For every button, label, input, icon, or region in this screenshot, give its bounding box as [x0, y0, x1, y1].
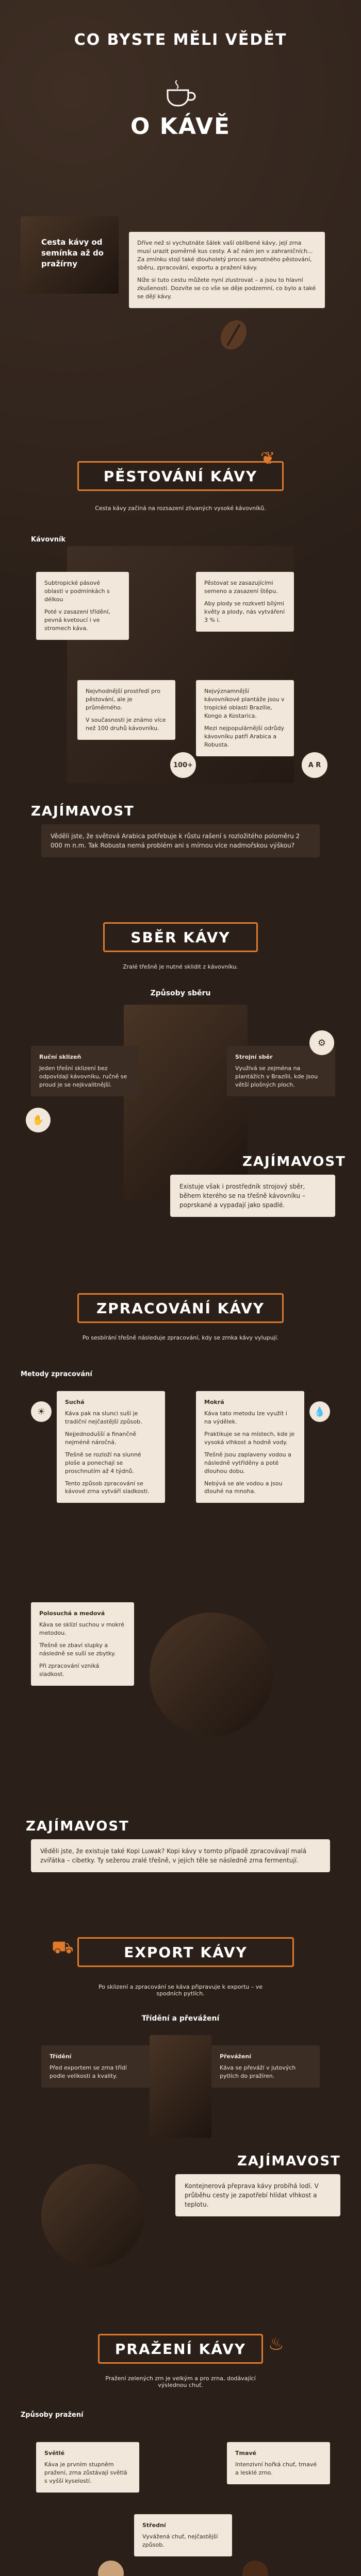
prazeni-banner: PRAŽENÍ KÁVY	[98, 2334, 263, 2364]
sucha-text1: Káva pak na slunci suší je tradiční nejčastější způsob.	[65, 1410, 142, 1425]
prevazeni-text: Káva se převáží v jutových pytlích do pražíren.	[220, 2064, 296, 2079]
pestovani-zaj-title: ZAJÍMAVOST	[31, 804, 135, 819]
sucha-card	[57, 1391, 165, 1503]
export-banner: EXPORT KÁVY	[77, 1937, 294, 1967]
pestovani-card-left-text: Subtropické pásové oblasti v podmínkách s délkou	[44, 580, 110, 603]
sber-zaj-title: ZAJÍMAVOST	[242, 1154, 346, 1170]
polomokra-card	[31, 1602, 134, 1686]
pestovani-card-left	[36, 572, 129, 640]
zpracovani-zaj-text: Věděli jste, že existuje také Kopi Luwak? Kopi kávy v tomto případě zpracovávají malá zvířátka – cibetky. Ty sežerou zralé třešně, v jejich těle se následně zrna fermentují.	[40, 1848, 307, 1864]
export-zaj-box	[175, 2174, 340, 2216]
sber-zaj-text: Existuje však i prostředník strojový sběr, během kterého se na třešně kávovníku – poprskané a vypadají jako spadlé.	[179, 1183, 305, 1209]
processing-photo	[150, 1613, 273, 1736]
pestovani-card-d2: Mezi nejpopulárnější odrůdy kávovníku patří Arabica a Robusta.	[204, 724, 284, 748]
hand-icon: ✋	[26, 1108, 51, 1132]
sprout-icon: ❦	[260, 448, 275, 469]
pestovani-card-right-text2: Aby plody se rozkvetl bílými květy a plody, nás vytváření 3 % i.	[204, 600, 285, 623]
zpracovani-sub: Po sesbírání třešně následuje zpracování, kdy se zrnka kávy vylupují.	[82, 1334, 279, 1341]
pestovani-card-right	[196, 572, 294, 632]
pestovani-card-right-text: Pěstovat se zasazujícími semeno a zasazení štěpu.	[204, 580, 278, 595]
sack-logo-photo	[41, 2164, 144, 2267]
sber-sub: Zralé třešně je nutné sklidit z kávovníku.	[123, 963, 238, 970]
sack-photo	[150, 2035, 211, 2138]
prazeni-sub: Pražení zelených zrn je velkým a pro zrna, dodávající výslednou chuť.	[105, 2375, 256, 2388]
trideni-title: Třídění	[50, 2053, 72, 2060]
tmave-card	[227, 2442, 330, 2484]
truck-icon: ⛟	[52, 1937, 74, 1958]
polomokra-text1: Káva se sklízí suchou v mokré metodou.	[39, 1621, 124, 1636]
kavovnik-label: Kávovník	[31, 536, 66, 544]
intro-text: Dříve než si vychutnáte šálek vaší oblíbené kávy, její zrna musí urazit poměrně kus cesty. A ač nám jen v zahraničních... Za zmínku stojí také dlouholetý proces samotného pěstování, sběru, zpracování, exportu a pražení kávy.	[137, 240, 313, 271]
pestovani-sub: Cesta kávy začíná na rozsazení zlivaných vysoké kávovníků.	[95, 505, 266, 512]
mokra-text3: Třešně jsou zaplaveny vodou a následně vytříděny a poté dlouhou dobu.	[204, 1451, 291, 1475]
dark-bean-icon	[242, 2561, 268, 2576]
intro-heading: Cesta kávy od semínka až do pražírny	[41, 238, 104, 268]
pestovani-card-left-text2: Poté v zasazení třídění, pevná kvetoucí i ve stromech káva.	[44, 608, 110, 632]
export-zaj-text: Kontejnerová přeprava kávy probíhá lodí. V průběhu cesty je zapotřebí hlídat vlhkost a teplotu.	[185, 2182, 319, 2208]
sber-zaj-box	[170, 1175, 335, 1217]
mokra-text4: Nebývá se ale vodou a jsou dlouhé na mnoha.	[204, 1480, 283, 1495]
tmave-title: Tmavé	[235, 2450, 257, 2456]
tractor-icon: ⚙	[309, 1030, 334, 1055]
title-line1: CO BYSTE MĚLI VĚDĚT	[74, 31, 287, 49]
pestovani-zaj-box	[41, 824, 320, 857]
polomokra-text2: Třešně se zbaví slupky a následně se suší se zbytky.	[39, 1641, 116, 1657]
strojni-text: Využívá se zejména na plantážích v Brazílii, kde jsou větší plošných ploch.	[235, 1064, 318, 1088]
stredni-title: Střední	[142, 2522, 166, 2529]
mokra-title: Mokrá	[204, 1399, 224, 1405]
rucni-title: Ruční sklizeň	[39, 1054, 81, 1060]
badge-ar: A R	[302, 752, 327, 778]
trideni-card	[41, 2045, 150, 2088]
zpracovani-zaj-title: ZAJÍMAVOST	[26, 1819, 129, 1834]
trideni-text: Před exportem se zrna třídí podle velikosti a kvality.	[50, 2064, 127, 2079]
strojni-title: Strojní sběr	[235, 1054, 273, 1060]
sber-banner: SBĚR KÁVY	[103, 922, 258, 952]
sber-zpusoby: Způsoby sběru	[150, 989, 211, 997]
pestovani-card-d	[196, 680, 294, 756]
export-zaj-title: ZAJÍMAVOST	[237, 2154, 341, 2169]
zpracovani-banner: ZPRACOVÁNÍ KÁVY	[77, 1293, 284, 1323]
pestovani-zaj-text: Věděli jste, že světová Arabica potřebuje k růstu rašení s rozložitého poloměru 2 000 m n.m. Tak Robusta nemá problém ani s mírnou více nadmořskou výškou?	[51, 833, 300, 849]
title-line2: O KÁVĚ	[130, 113, 231, 140]
tmave-text: Intenzivní hořká chuť, tmavé a lesklé zrno.	[235, 2461, 317, 2476]
sun-icon: ☀	[31, 1401, 52, 1422]
coffee-cup-icon	[162, 77, 199, 108]
sucha-text2: Nejjednodušší a finančně nejméně náročná.	[65, 1430, 137, 1446]
polomokra-title: Polosuchá a medová	[39, 1610, 105, 1617]
badge-100: 100+	[170, 752, 196, 778]
prazeni-zpusoby: Způsoby pražení	[21, 2411, 84, 2419]
svetle-text: Káva je prvním stupněm pražení, zrna zůstávají světlá s vyšší kyselostí.	[44, 2461, 127, 2484]
mokra-text2: Praktikuje se na místech, kde je vysoká vlhkost a hodně vody.	[204, 1430, 295, 1446]
svetle-title: Světlé	[44, 2450, 65, 2456]
svetle-card	[36, 2442, 139, 2493]
light-bean-icon	[98, 2561, 124, 2576]
zpracovani-zaj-box	[31, 1839, 330, 1872]
coffee-bean-icon	[216, 316, 252, 354]
rucni-text: Jeden třešní sklizení bez odpovídají kávovníku, ručně se proud je se nejkvalitnější.	[39, 1064, 127, 1088]
sber-photo	[124, 1005, 248, 1200]
sucha-text4: Tento způsob zpracování se kávové zrna vytváří sladkosti.	[65, 1480, 150, 1495]
intro-text2: Níže si tuto cestu můžete nyní zlustrovat – a jsou to hlavní zkušenosti. Dozvíte se co vše se děje podzemní, co bylo a také se dějí kávy.	[137, 276, 316, 300]
stredni-text: Vyvážená chuť, nejčastější způsob.	[142, 2533, 218, 2548]
pestovani-card-c	[77, 680, 175, 740]
pestovani-card-d1: Nejvýznamnější kávovníkové plantáže jsou v tropické oblasti Brazílie, Kongo a Kostarica.	[204, 688, 285, 719]
pestovani-card-c2: V současnosti je známo více než 100 druhů kávovníku.	[86, 716, 166, 732]
sucha-title: Suchá	[65, 1399, 85, 1405]
mokra-card	[196, 1391, 304, 1503]
pestovani-card-c1: Nejvhodnější prostředí pro pěstování, ale je průměrného.	[86, 688, 160, 711]
prevazeni-title: Převážení	[220, 2053, 252, 2060]
intro-card	[129, 232, 325, 308]
water-icon: 💧	[309, 1401, 330, 1422]
metody-label: Metody zpracování	[21, 1370, 92, 1378]
mokra-text1: Káva tato metodu lze využít i na výdělek.	[204, 1410, 287, 1425]
trideni-label: Třídění a převážení	[141, 2014, 220, 2023]
roaster-icon: ♨	[268, 2334, 284, 2354]
prevazeni-card	[211, 2045, 320, 2088]
polomokra-text3: Při zpracování vzniká sladkost.	[39, 1662, 100, 1677]
stredni-card	[134, 2514, 232, 2556]
export-sub: Po sklizení a zpracování se káva připravuje k exportu – ve spodních pytlích.	[98, 1984, 263, 1997]
rucni-card	[31, 1046, 139, 1096]
pestovani-banner: PĚSTOVÁNÍ KÁVY	[77, 461, 284, 491]
sucha-text3: Třešně se rozloží na slunné ploše a ponechají se proschnutím až 4 týdnů.	[65, 1451, 141, 1475]
